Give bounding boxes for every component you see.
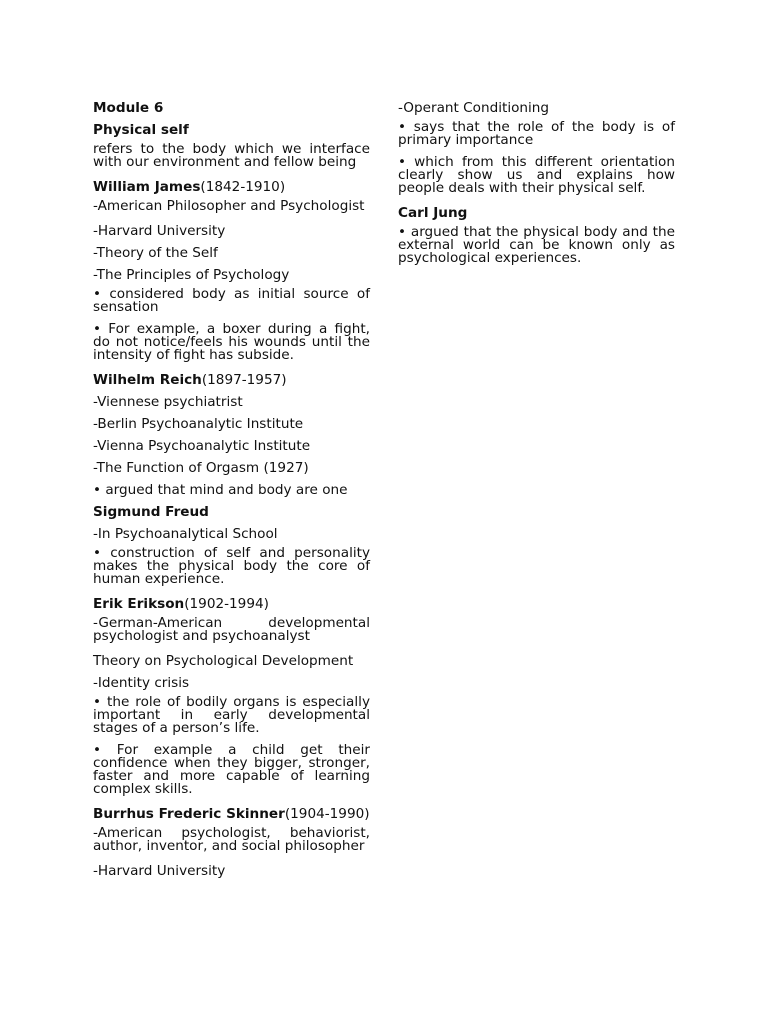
james-bullet-2: • For example, a boxer during a fight, do not notice/feels his wounds until the intensity of fight has subside. [93,321,370,363]
reich-line-4: -The Function of Orgasm (1927) [93,460,309,476]
wilhelm-reich-heading: Wilhelm Reich(1897-1957) [93,372,287,388]
erikson-line-2: Theory on Psychological Development [93,653,354,669]
reich-line-3: -Vienna Psychoanalytic Institute [93,438,311,454]
physical-self-heading: Physical self [93,122,189,138]
skinner-bullet-2: • which from this different orientation clearly show us and explains how people deals with their physical self. [398,154,675,196]
erikson-bullet-1: • the role of bodily organs is especially important in early developmental stages of a person’s life. [93,694,370,736]
james-line-2: -Harvard University [93,223,226,239]
skinner-line-2: -Harvard University [93,863,226,879]
carl-jung-heading: Carl Jung [398,205,468,221]
james-line-3: -Theory of the Self [93,245,218,261]
james-line-4: -The Principles of Psychology [93,267,290,283]
reich-bullet-1: • argued that mind and body are one [93,482,348,498]
skinner-heading: Burrhus Frederic Skinner(1904-1990) [93,806,370,822]
skinner-bullet-1: • says that the role of the body is of primary importance [398,119,675,148]
physical-self-definition: refers to the body which we interface with our environment and fellow being [93,141,370,170]
william-james-heading: William James(1842-1910) [93,179,286,195]
right-column [398,99,675,274]
jung-bullet-1: • argued that the physical body and the external world can be known only as psychological experiences. [398,224,675,266]
erikson-bullet-2: • For example a child get their confidence when they bigger, stronger, faster and more capable of learning complex skills. [93,742,370,797]
erik-erikson-heading: Erik Erikson(1902-1994) [93,596,269,612]
reich-line-2: -Berlin Psychoanalytic Institute [93,416,304,432]
reich-line-1: -Viennese psychiatrist [93,394,243,410]
skinner-line-1: -American psychologist, behaviorist, author, inventor, and social philosopher [93,825,370,854]
left-column [93,99,370,884]
freud-line-1: -In Psychoanalytical School [93,526,278,542]
james-bullet-1: • considered body as initial source of sensation [93,286,370,315]
module-heading: Module 6 [93,100,164,116]
erikson-line-3: -Identity crisis [93,675,190,691]
sigmund-freud-heading: Sigmund Freud [93,504,209,520]
james-line-1: -American Philosopher and Psychologist [93,198,365,214]
skinner-line-3: -Operant Conditioning [398,100,550,116]
freud-bullet-1: • construction of self and personality makes the physical body the core of human experience. [93,545,370,587]
erikson-line-1: -German-American developmental psychologist and psychoanalyst [93,615,370,644]
